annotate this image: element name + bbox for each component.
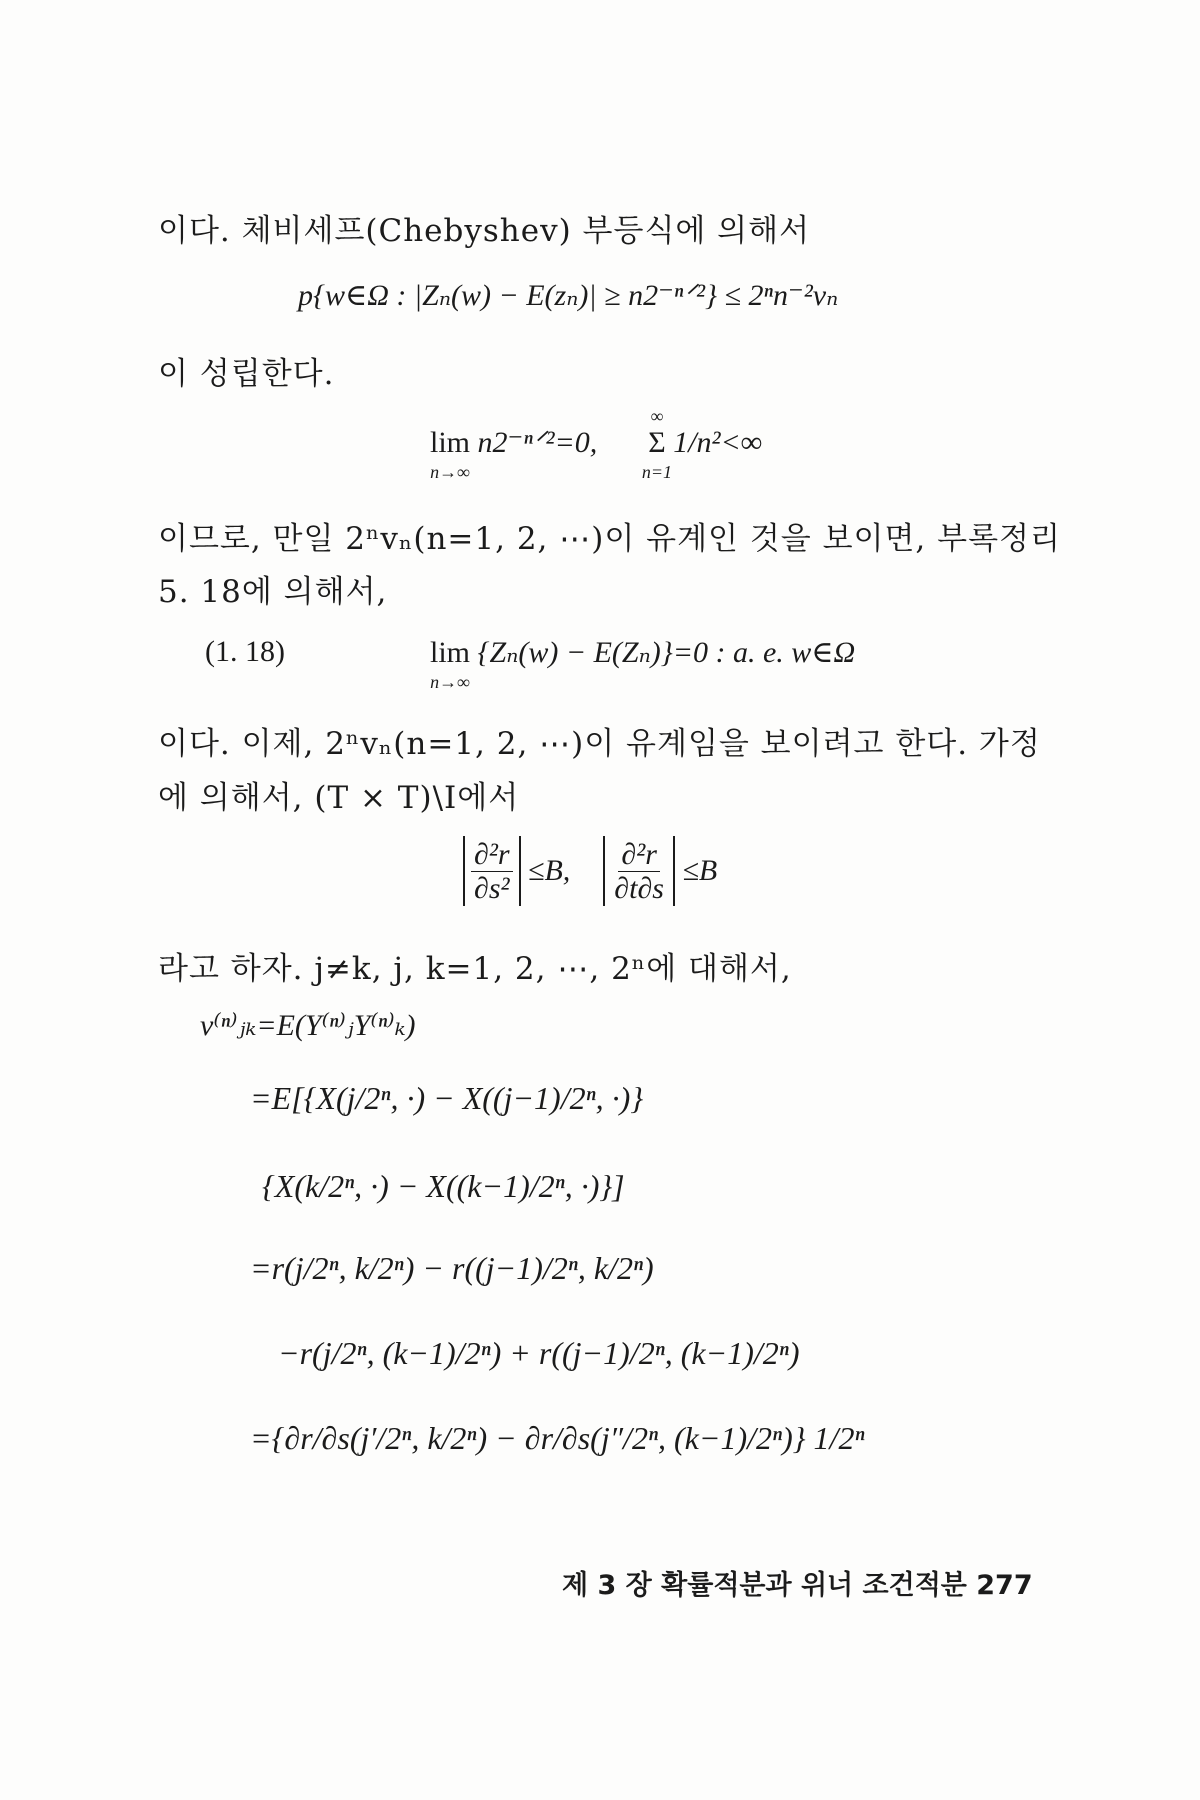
limit-operator — [430, 426, 471, 482]
equation-derivative-bounds — [463, 836, 717, 906]
page-footer: 제 3 장 확률적분과 위너 조건적분 277 — [562, 1570, 1033, 1601]
limit-operator-2 — [430, 636, 471, 692]
lim-subscript: n→∞ — [430, 462, 470, 482]
lim-text-2: lim — [430, 636, 471, 669]
equation-mean-value: ={∂r/∂s(j′/2ⁿ, k/2ⁿ) − ∂r/∂s(j″/2ⁿ, (k−1)/2ⁿ)} 1/2ⁿ — [250, 1420, 865, 1456]
sum-upper: ∞ — [650, 406, 664, 426]
sum-lower: n=1 — [641, 462, 673, 482]
equation-v-jk: v⁽ⁿ⁾ⱼₖ=E(Y⁽ⁿ⁾ⱼY⁽ⁿ⁾ₖ) — [200, 1009, 416, 1042]
paragraph-let: 라고 하자. j≠k, j, k=1, 2, ⋯, 2ⁿ에 대해서, — [158, 951, 792, 987]
sum-body: 1/n²<∞ — [673, 426, 763, 459]
lim-text: lim — [430, 426, 471, 459]
equation-1-18 — [430, 635, 856, 692]
bound-2: ≤B — [682, 854, 718, 887]
equation-1-18-body: {Zₙ(w) − E(Zₙ)}=0 : a. e. w∈Ω — [477, 636, 856, 669]
equation-r-difference-line1: =r(j/2ⁿ, k/2ⁿ) − r((j−1)/2ⁿ, k/2ⁿ) — [250, 1250, 654, 1286]
equation-r-difference-line2: −r(j/2ⁿ, (k−1)/2ⁿ) + r((j−1)/2ⁿ, (k−1)/2ⁿ) — [278, 1335, 800, 1371]
summation-operator: Σ ∞ n=1 — [641, 406, 673, 482]
equation-expectation-line1: =E[{X(j/2ⁿ, ·) − X((j−1)/2ⁿ, ·)} — [250, 1080, 644, 1116]
equation-label: (1. 18) — [205, 635, 285, 668]
paragraph-therefore-line1: 이므로, 만일 2ⁿvₙ(n=1, 2, ⋯)이 유계인 것을 보이면, 부록정리 — [158, 521, 1061, 557]
bound-1: ≤B, — [528, 854, 571, 887]
equation-chebyshev-inequality: p{w∈Ω : |Zₙ(w) − E(zₙ)| ≥ n2⁻ⁿᐟ²} ≤ 2ⁿn⁻²vₙ — [298, 279, 839, 312]
paragraph-chebyshev: 이다. 체비세프(Chebyshev) 부등식에 의해서 — [158, 213, 811, 249]
equation-limit-sum — [430, 406, 763, 482]
frac2-numerator: ∂²r — [618, 838, 660, 872]
paragraph-now-line2: 에 의해서, (T × T)\I에서 — [158, 780, 520, 816]
frac2-denominator: ∂t∂s — [614, 871, 664, 905]
paragraph-now-line1: 이다. 이제, 2ⁿvₙ(n=1, 2, ⋯)이 유계임을 보이려고 한다. 가정 — [158, 726, 1041, 762]
frac1-numerator: ∂²r — [471, 838, 513, 872]
lim-subscript-2: n→∞ — [430, 672, 470, 692]
frac1-denominator: ∂s² — [474, 871, 510, 905]
abs-mixed-derivative — [603, 836, 675, 906]
paragraph-holds: 이 성립한다. — [158, 356, 335, 392]
equation-expectation-line2: {X(k/2ⁿ, ·) − X((k−1)/2ⁿ, ·)}] — [262, 1168, 625, 1204]
paragraph-therefore-line2: 5. 18에 의해서, — [158, 574, 388, 610]
limit-body: n2⁻ⁿᐟ²=0, — [477, 426, 598, 459]
abs-second-derivative-s — [463, 836, 521, 906]
